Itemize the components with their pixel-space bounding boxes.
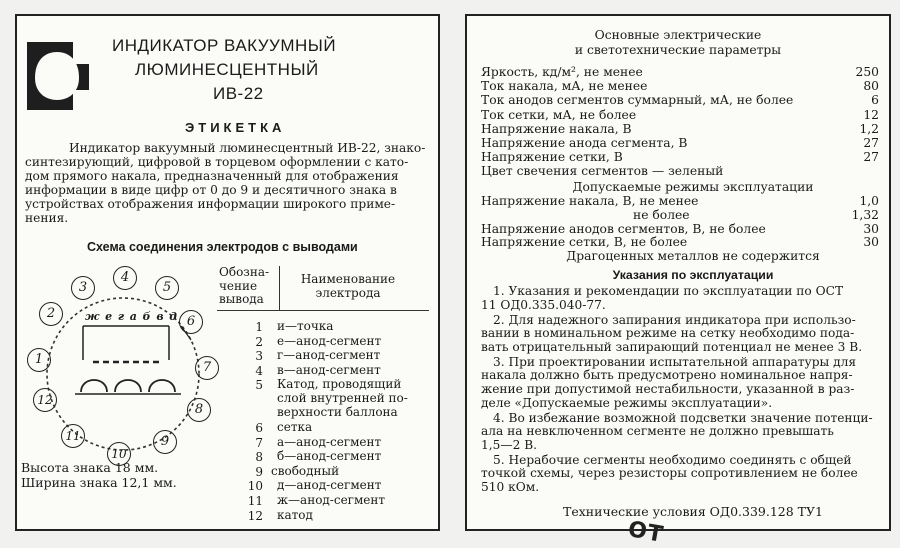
table-row-text: верхности баллона (277, 405, 398, 420)
table-header-rule (217, 310, 429, 311)
table-row-number: 3 (255, 349, 263, 364)
modes-row (481, 208, 879, 222)
params-row (481, 164, 879, 178)
table-row-text: д—анод-сегмент (277, 478, 382, 493)
pin-1 (27, 348, 51, 372)
pin-label: 1 (34, 352, 44, 367)
width-text: Ширина знака 12,1 мм. (21, 475, 177, 490)
table-row-number: 12 (247, 508, 263, 523)
header-line: вывода (219, 292, 264, 306)
instruction-line: 4. Во избежание возможной подсветки значение потенци- (493, 410, 873, 425)
table-row-number: 9 (255, 464, 263, 479)
header-line: Обозна- (219, 265, 270, 279)
tube-logo-icon (21, 34, 95, 116)
segment-letter: е (105, 310, 113, 323)
instruction-line: деле «Допускаемые режимы эксплуатации». (481, 395, 773, 410)
params-row (481, 79, 879, 93)
modes-row (481, 194, 879, 208)
params-label: Напряжение анода сегмента, В (481, 136, 688, 150)
instruction-line: вать отрицательный запирающий потенциал не менее 3 В. (481, 339, 863, 354)
pin-label: 9 (160, 434, 170, 449)
segment-letter: б (142, 310, 151, 323)
instruction-line: вании в номинальном режиме на сетку необходимо пода- (481, 326, 855, 341)
header-line: чение (219, 278, 258, 293)
params-value: 80 (863, 79, 879, 94)
instruction-line: 3. При проектировании испытательной аппаратуры для (493, 354, 857, 369)
pin-layer (21, 264, 221, 474)
pin-12 (33, 388, 57, 412)
params-label: Напряжение накала, В (481, 121, 632, 136)
params-row (481, 108, 879, 122)
header-line: электрода (315, 285, 381, 300)
modes-value: 30 (863, 221, 879, 236)
table-row-text: в—анод-сегмент (277, 362, 381, 377)
table-row-text: а—анод-сегмент (277, 434, 382, 449)
params-heading-line-1: Основные электрические (594, 28, 762, 42)
modes-row (481, 222, 879, 236)
params-label: Ток анодов сегментов суммарный, мА, не более (481, 93, 794, 108)
params-label: Ток сетки, мА, не более (481, 107, 637, 122)
precious-metals: Драгоценных металлов не содержится (566, 249, 820, 263)
modes-label: Напряжение анодов сегментов, В, не более (481, 221, 766, 236)
description-line: синтезирующий, цифровой в торцевом оформлении с като- (25, 155, 409, 169)
description-line: дом прямого накала, предназначенный для отображения (25, 169, 399, 183)
table-row-text: г—анод-сегмент (277, 348, 381, 363)
table-row-text: катод (277, 507, 313, 522)
label-left-panel (15, 14, 440, 531)
title-line-2: ЛЮМИНЕСЦЕНТНЫЙ (135, 60, 319, 79)
pin-label: 4 (120, 270, 130, 285)
label-heading: ЭТИКЕТКА (185, 120, 286, 135)
label-right-panel (465, 14, 891, 531)
params-value: 12 (863, 107, 879, 122)
pin-11 (61, 424, 85, 448)
instruction-line: ала на невключенном сегменте не должно превышать (481, 424, 834, 439)
params-row (481, 93, 879, 107)
modes-value: 1,32 (851, 207, 879, 222)
instruction-line: точкой схемы, через резисторы сопротивлением не более (481, 466, 858, 481)
description-line: нения. (25, 211, 69, 225)
instruction-line: 1,5—2 В. (481, 437, 538, 452)
modes-value: 30 (863, 235, 879, 250)
segment-letter: г (117, 310, 125, 323)
table-row-number: 8 (255, 450, 263, 465)
pin-label: 3 (78, 280, 88, 295)
pin-label: 5 (162, 280, 172, 295)
pin-5 (155, 276, 179, 300)
pin-label: 7 (202, 360, 212, 375)
pin-8 (187, 398, 211, 422)
instruction-line: 510 кОм. (481, 480, 540, 494)
segment-letter: ж (85, 310, 100, 323)
pin-4 (113, 266, 137, 290)
instructions-heading: Указания по эксплуатации (612, 268, 774, 282)
table-row-number: 11 (247, 494, 263, 508)
instruction-line: 11 ОД0.335.040-77. (481, 297, 606, 312)
table-col1-header (219, 266, 269, 307)
pin-label: 6 (186, 314, 196, 329)
modes-value: 1,0 (859, 194, 879, 208)
table-row-number: 10 (247, 479, 263, 494)
header-line: Наименование (300, 272, 396, 286)
table-row-number: 2 (255, 334, 263, 349)
params-row (481, 122, 879, 136)
pin-7 (195, 356, 219, 380)
params-row (481, 65, 879, 79)
table-row-text: свободный (271, 463, 340, 478)
pin-3 (71, 276, 95, 300)
table-row-number: 7 (255, 435, 263, 450)
table-col-divider (279, 266, 280, 310)
description-line: устройствах отображения информации широкого приме- (25, 197, 396, 211)
params-value: 250 (855, 65, 879, 79)
pin-table (217, 265, 437, 523)
params-label: Ток накала, мА, не менее (481, 79, 648, 94)
table-row-text: б—анод-сегмент (277, 449, 382, 464)
pin-label: 10 (111, 447, 127, 461)
params-heading-line-2: и светотехнические параметры (574, 43, 782, 57)
instruction-line: жение при допустимой нестабильности, указанной в раз- (481, 382, 855, 396)
table-col2-header (293, 273, 403, 300)
modes-label: Напряжение сетки, В, не более (481, 235, 688, 250)
pin-2 (39, 302, 63, 326)
modes-row (481, 235, 879, 249)
instruction-line: 5. Нерабочие сегменты необходимо соединять с общей (493, 452, 852, 467)
instruction-line: 1. Указания и рекомендации по эксплуатации по ОСТ (493, 284, 844, 298)
segment-letter: а (129, 310, 137, 323)
diagram-heading: Схема соединения электродов с выводами (87, 240, 358, 254)
params-row (481, 150, 879, 164)
segment-letter: д (169, 310, 177, 323)
pin-9 (153, 430, 177, 454)
params-value: 27 (863, 150, 879, 165)
params-value: 6 (871, 93, 879, 108)
table-row-number: 6 (255, 421, 263, 435)
segment-letter: в (156, 310, 164, 323)
stamp-mark: ОТ (626, 517, 666, 548)
instruction-line: 2. Для надежного запирания индикатора при использо- (493, 312, 856, 327)
table-row-text: Катод, проводящий (277, 377, 402, 392)
table-row-text: сетка (277, 420, 313, 434)
params-value: 27 (863, 136, 879, 150)
table-row-text: ж—анод-сегмент (277, 493, 386, 507)
params-value: 1,2 (859, 121, 879, 136)
table-row-number: 4 (255, 363, 263, 378)
description-line: информации в виде цифр от 0 до 9 и десятичного знака в (25, 183, 397, 197)
pin-label: 2 (46, 306, 56, 321)
tech-conditions: Технические условия ОД0.339.128 ТУ1 (563, 504, 823, 519)
pin-6 (179, 310, 203, 334)
title-line-3: ИВ-22 (213, 84, 264, 103)
title-line-1: ИНДИКАТОР ВАКУУМНЫЙ (112, 36, 337, 55)
params-label: Напряжение сетки, В (481, 150, 623, 165)
params-row (481, 136, 879, 150)
params-label: Яркость, кд/м², не менее (481, 65, 643, 79)
modes-label: не более (633, 207, 690, 222)
pin-label: 12 (37, 393, 53, 407)
description-line: Индикатор вакуумный люминесцентный ИВ-22, знако- (69, 141, 426, 155)
params-label: Цвет свечения сегментов — зеленый (481, 164, 724, 179)
pin-label: 11 (65, 429, 81, 443)
table-row-text: слой внутренней по- (277, 391, 408, 406)
modes-heading: Допускаемые режимы эксплуатации (572, 180, 814, 194)
height-text: Высота знака 18 мм. (21, 460, 159, 475)
table-row-number: 5 (255, 378, 263, 393)
segment-letters (85, 310, 177, 323)
table-row-text: и—точка (277, 319, 334, 333)
modes-label: Напряжение накала, В, не менее (481, 194, 699, 208)
pin-label: 8 (194, 402, 204, 417)
table-row-number: 1 (255, 320, 263, 334)
table-row-text: е—анод-сегмент (277, 333, 382, 348)
instruction-line: накала должно быть предусмотрено номинальное напря- (481, 368, 853, 383)
